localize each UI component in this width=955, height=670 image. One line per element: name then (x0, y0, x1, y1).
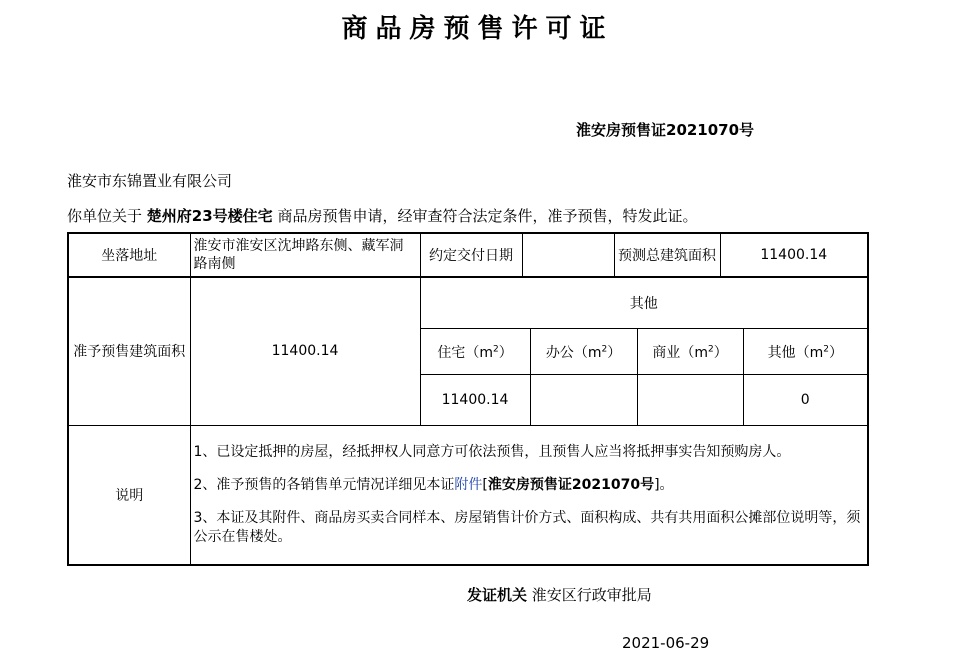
notes-content (190, 426, 868, 566)
total-area-value: 11400.14 (720, 233, 868, 277)
unit-header-commercial: 商业$(m^2)$ (637, 329, 743, 375)
note-2: 2、准予预售的各销售单元情况详细见本证附件[淮安房预售证2021070号]。 (193, 477, 674, 493)
table-row (68, 277, 868, 329)
other-header: 其他 (420, 277, 868, 329)
note-1: 1、已设定抵押的房屋，经抵押权人同意方可依法预售，且预售人应当将抵押事实告知预购房人。 (193, 444, 791, 460)
delivery-date-value (522, 233, 614, 277)
intro-suffix: 商品房预售申请，经审查符合法定条件，准予预售，特发此证。 (277, 207, 698, 225)
unit-header-office: 办公$(m^2)$ (530, 329, 637, 375)
intro-text (67, 205, 697, 226)
total-area-label: 预测总建筑面积 (614, 233, 720, 277)
page-title: 商品房预售许可证 (341, 14, 614, 44)
table-row (68, 233, 868, 277)
presale-area-value: 11400.14 (190, 277, 420, 426)
intro-prefix: 你单位关于 (67, 207, 143, 225)
unit-value-commercial (637, 375, 743, 426)
location-label: 坐落地址 (68, 233, 190, 277)
unit-header-residential: 住宅$(m^2)$ (420, 329, 530, 375)
note-3: 3、本证及其附件、商品房买卖合同样本、房屋销售计价方式、面积构成、共有共用面积公摊部位说明等，须公示在售楼处。 (193, 510, 861, 545)
permit-table (67, 232, 869, 278)
area-table (67, 276, 869, 566)
issuer-value: 淮安区行政审批局 (531, 586, 652, 604)
unit-value-residential: 11400.14 (420, 375, 530, 426)
unit-header-other: 其他$(m^2)$ (743, 329, 868, 375)
note-2-ref: 淮安房预售证2021070号 (487, 477, 655, 493)
unit-value-other: 0 (743, 375, 868, 426)
notes-label: 说明 (68, 426, 190, 566)
certificate-number: 淮安房预售证2021070号 (576, 121, 755, 139)
delivery-date-label: 约定交付日期 (420, 233, 522, 277)
issuer-label: 发证机关 (467, 586, 528, 604)
company-name: 淮安市东锦置业有限公司 (67, 172, 233, 190)
location-value: 淮安市淮安区沈坤路东侧、藏军洞路南侧 (190, 233, 420, 277)
project-name: 楚州府23号楼住宅 (146, 207, 273, 225)
presale-area-label: 准予预售建筑面积 (68, 277, 190, 426)
issue-date: 2021-06-29 (622, 634, 710, 652)
attachment-link[interactable]: 附件 (454, 477, 483, 493)
table-row (68, 426, 868, 566)
unit-value-office (530, 375, 637, 426)
issuer (467, 584, 652, 605)
